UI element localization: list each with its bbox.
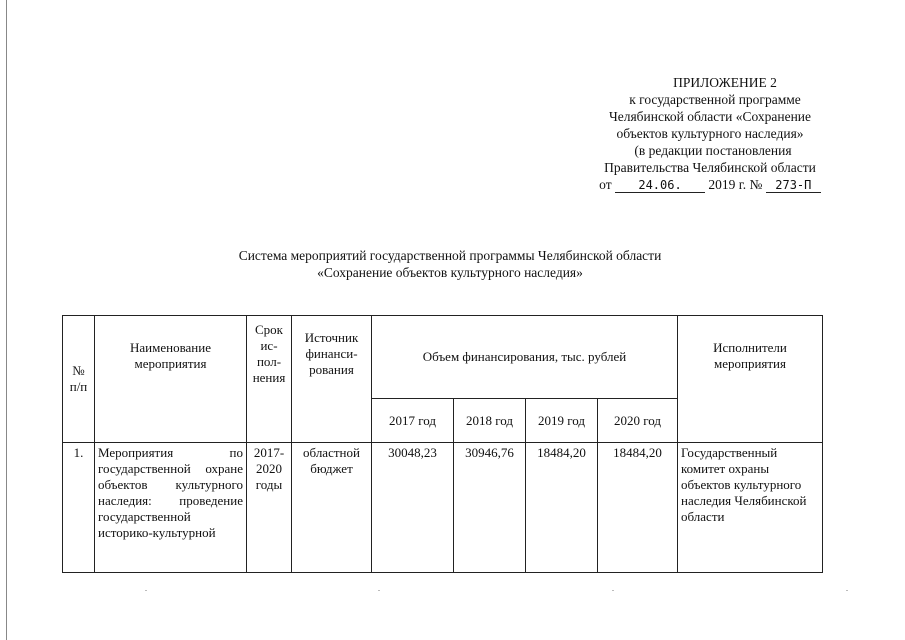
appendix-line: (в редакции постановления: [634, 143, 792, 158]
row-name: Мероприятия по государственной охране объектов культурного наследия: проведение государственной историко-культурной: [95, 443, 247, 573]
appendix-header: [560, 74, 860, 193]
row-2017: 30048,23: [372, 443, 454, 573]
row-2018: 30946,76: [454, 443, 526, 573]
scan-dot: [378, 590, 380, 591]
scan-artifacts: [0, 590, 905, 594]
row-executor: Государственный комитет охраны объектов культурного наследия Челябинской области: [678, 443, 823, 573]
header-term: Срок ис-пол-нения: [247, 316, 292, 443]
scan-dot: [145, 590, 147, 591]
row-2020: 18484,20: [598, 443, 678, 573]
year-2020: 2020 год: [598, 399, 678, 443]
scan-dot: [612, 590, 614, 591]
year-2017: 2017 год: [372, 399, 454, 443]
title-line-2: «Сохранение объектов культурного наследия»: [317, 265, 583, 280]
appendix-line: к государственной программе: [629, 92, 801, 107]
handwritten-date: 24.06.: [615, 178, 705, 193]
year-2018: 2018 год: [454, 399, 526, 443]
appendix-line: Челябинской области «Сохранение: [608, 109, 812, 124]
row-2019: 18484,20: [526, 443, 598, 573]
page-margin-line: [6, 0, 7, 640]
handwritten-number: 273-П: [766, 178, 821, 193]
header-source: Источник финанси-рования: [292, 316, 372, 443]
row-source: областной бюджет: [292, 443, 372, 573]
year-2019: 2019 год: [526, 399, 598, 443]
table-row: [63, 443, 823, 573]
appendix-title: ПРИЛОЖЕНИЕ 2: [673, 75, 777, 90]
header-name: Наименование мероприятия: [95, 316, 247, 443]
appendix-line: Правительства Челябинской области: [604, 160, 816, 175]
date-prefix: от: [599, 177, 612, 192]
title-line-1: Система мероприятий государственной программы Челябинской области: [238, 248, 662, 263]
header-volume: Объем финансирования, тыс. рублей: [372, 316, 678, 399]
header-executors: Исполнители мероприятия: [678, 316, 823, 443]
row-term: 2017-2020 годы: [247, 443, 292, 573]
row-num: 1.: [63, 443, 95, 573]
appendix-line: объектов культурного наследия»: [616, 126, 804, 141]
date-mid: 2019 г. №: [708, 177, 763, 192]
document-title: [200, 247, 700, 281]
appendix-date-line: [560, 176, 860, 193]
scan-dot: [846, 590, 848, 591]
measures-table: [62, 315, 823, 573]
header-num: № п/п: [63, 316, 95, 443]
header-row: [63, 316, 823, 399]
